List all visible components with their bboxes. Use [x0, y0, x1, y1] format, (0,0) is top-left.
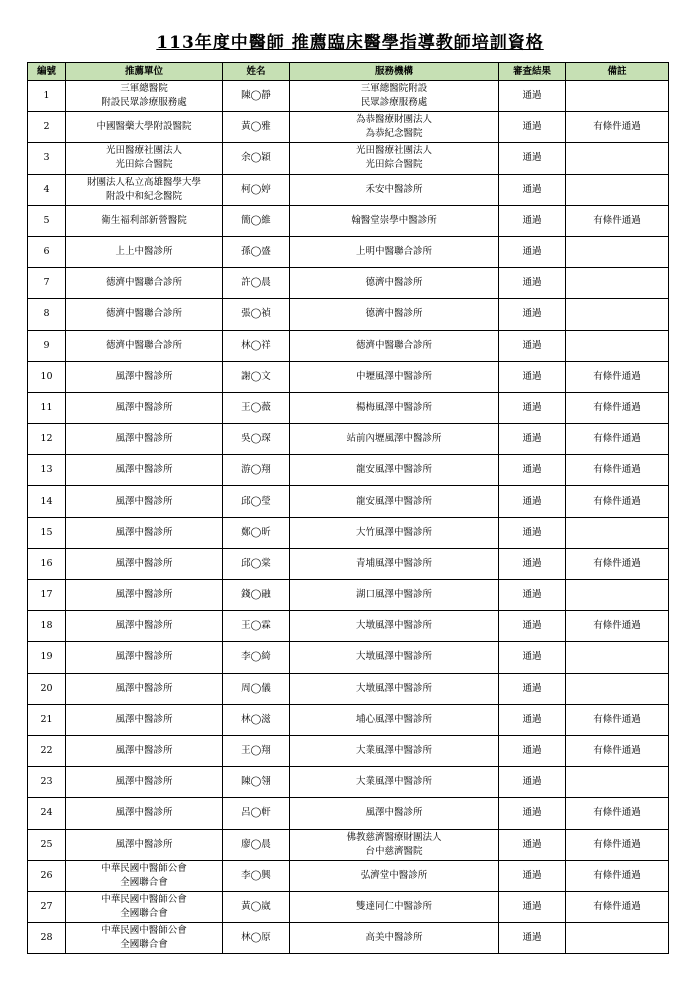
recommending-unit-line: 風澤中醫診所	[115, 589, 173, 601]
recommending-unit	[66, 798, 223, 829]
service-org	[290, 798, 499, 829]
service-org	[290, 580, 499, 611]
recommending-unit	[66, 174, 223, 205]
teacher-name: 王◯薇	[223, 392, 290, 423]
review-result: 通過	[499, 455, 566, 486]
row-number: 22	[28, 735, 66, 766]
teacher-name: 黃◯雅	[223, 112, 290, 143]
recommending-unit-line: 風澤中醫診所	[115, 401, 173, 413]
table-header-row	[28, 63, 669, 81]
table-row	[28, 580, 669, 611]
recommending-unit-line: 上上中醫診所	[115, 246, 173, 258]
service-org	[290, 486, 499, 517]
table-row	[28, 891, 669, 922]
header-recommending-unit: 推薦單位	[66, 63, 223, 81]
service-org	[290, 205, 499, 236]
teacher-name: 黃◯崴	[223, 891, 290, 922]
row-number: 6	[28, 236, 66, 267]
service-org-line: 德濟中醫診所	[365, 308, 423, 320]
review-result: 通過	[499, 642, 566, 673]
teacher-name: 林◯祥	[223, 330, 290, 361]
recommending-unit	[66, 923, 223, 954]
service-org-line: 民眾診療服務處	[360, 97, 428, 109]
service-org-line: 佛教慈濟醫療財團法人	[346, 831, 442, 843]
review-result: 通過	[499, 268, 566, 299]
recommending-unit-line: 風澤中醫診所	[115, 620, 173, 632]
review-result: 通過	[499, 424, 566, 455]
recommending-unit-line: 全國聯合會	[120, 907, 168, 919]
review-result: 通過	[499, 611, 566, 642]
table-row	[28, 143, 669, 174]
row-number: 21	[28, 704, 66, 735]
row-number: 5	[28, 205, 66, 236]
teacher-name: 廖◯晨	[223, 829, 290, 860]
table-row	[28, 424, 669, 455]
service-org	[290, 392, 499, 423]
teacher-name: 周◯儀	[223, 673, 290, 704]
recommending-unit	[66, 829, 223, 860]
recommending-unit-line: 衛生福利部新營醫院	[101, 214, 187, 226]
review-result: 通過	[499, 392, 566, 423]
recommending-unit-line: 全國聯合會	[120, 876, 168, 888]
service-org-line: 大竹風澤中醫診所	[355, 526, 432, 538]
service-org	[290, 299, 499, 330]
teacher-name: 林◯原	[223, 923, 290, 954]
recommending-unit	[66, 704, 223, 735]
service-org-line: 大墩風澤中醫診所	[355, 651, 432, 663]
row-number: 10	[28, 361, 66, 392]
row-number: 7	[28, 268, 66, 299]
recommending-unit	[66, 548, 223, 579]
row-number: 8	[28, 299, 66, 330]
service-org-line: 光田綜合醫院	[365, 159, 423, 171]
recommending-unit	[66, 424, 223, 455]
service-org-line: 德濟中醫診所	[365, 277, 423, 289]
service-org-line: 翰醫堂崇學中醫診所	[351, 214, 437, 226]
review-result: 通過	[499, 361, 566, 392]
teacher-name: 余◯穎	[223, 143, 290, 174]
teacher-name: 李◯興	[223, 860, 290, 891]
recommending-unit-line: 光田綜合醫院	[115, 159, 173, 171]
teacher-name: 吳◯琛	[223, 424, 290, 455]
note	[566, 580, 669, 611]
header-service-org: 服務機構	[290, 63, 499, 81]
row-number: 9	[28, 330, 66, 361]
service-org	[290, 236, 499, 267]
review-result: 通過	[499, 236, 566, 267]
teacher-name: 李◯綺	[223, 642, 290, 673]
note: 有條件通過	[566, 361, 669, 392]
teacher-name: 錢◯融	[223, 580, 290, 611]
table-row	[28, 704, 669, 735]
service-org	[290, 81, 499, 112]
header-review-result: 審查結果	[499, 63, 566, 81]
recommending-unit	[66, 735, 223, 766]
teacher-name: 林◯滋	[223, 704, 290, 735]
recommending-unit	[66, 767, 223, 798]
note: 有條件通過	[566, 860, 669, 891]
service-org	[290, 143, 499, 174]
row-number: 4	[28, 174, 66, 205]
row-number: 26	[28, 860, 66, 891]
row-number: 3	[28, 143, 66, 174]
teacher-name: 邱◯棠	[223, 548, 290, 579]
service-org-line: 三軍總醫院附設	[360, 83, 428, 95]
review-result: 通過	[499, 673, 566, 704]
recommending-unit-line: 風澤中醫診所	[115, 682, 173, 694]
note	[566, 236, 669, 267]
recommending-unit-line: 中華民國中醫師公會	[101, 925, 187, 937]
service-org	[290, 642, 499, 673]
review-result: 通過	[499, 330, 566, 361]
row-number: 19	[28, 642, 66, 673]
service-org	[290, 330, 499, 361]
note	[566, 143, 669, 174]
recommending-unit	[66, 455, 223, 486]
table-row	[28, 361, 669, 392]
service-org	[290, 174, 499, 205]
table-row	[28, 548, 669, 579]
table-row	[28, 673, 669, 704]
note	[566, 299, 669, 330]
recommending-unit-line: 中華民國中醫師公會	[101, 893, 187, 905]
table-row	[28, 642, 669, 673]
row-number: 18	[28, 611, 66, 642]
service-org	[290, 704, 499, 735]
row-number: 2	[28, 112, 66, 143]
note: 有條件通過	[566, 611, 669, 642]
recommending-unit	[66, 268, 223, 299]
review-result: 通過	[499, 860, 566, 891]
recommending-unit	[66, 891, 223, 922]
table-row	[28, 829, 669, 860]
recommending-unit-line: 風澤中醫診所	[115, 807, 173, 819]
note: 有條件通過	[566, 829, 669, 860]
service-org-line: 台中慈濟醫院	[365, 845, 423, 857]
table-row	[28, 268, 669, 299]
review-result: 通過	[499, 580, 566, 611]
service-org	[290, 424, 499, 455]
review-result: 通過	[499, 486, 566, 517]
recommending-unit-line: 風澤中醫診所	[115, 713, 173, 725]
service-org	[290, 361, 499, 392]
review-result: 通過	[499, 174, 566, 205]
note: 有條件通過	[566, 486, 669, 517]
table-row	[28, 81, 669, 112]
note	[566, 923, 669, 954]
service-org	[290, 112, 499, 143]
service-org-line: 青埔風澤中醫診所	[355, 557, 432, 569]
table-row	[28, 923, 669, 954]
qualification-table	[27, 62, 669, 954]
teacher-name: 孫◯盛	[223, 236, 290, 267]
note: 有條件通過	[566, 891, 669, 922]
service-org	[290, 517, 499, 548]
service-org-line: 為恭紀念醫院	[365, 128, 423, 140]
service-org-line: 為恭醫療財團法人	[355, 114, 432, 126]
service-org	[290, 767, 499, 798]
table-row	[28, 611, 669, 642]
recommending-unit-line: 附設中和紀念醫院	[105, 190, 182, 202]
recommending-unit	[66, 642, 223, 673]
note	[566, 673, 669, 704]
service-org-line: 湖口風澤中醫診所	[355, 589, 432, 601]
row-number: 17	[28, 580, 66, 611]
service-org-line: 龍安風澤中醫診所	[355, 464, 432, 476]
recommending-unit	[66, 580, 223, 611]
service-org	[290, 268, 499, 299]
recommending-unit	[66, 392, 223, 423]
teacher-name: 邱◯瑩	[223, 486, 290, 517]
recommending-unit-line: 光田醫療社團法人	[105, 145, 182, 157]
recommending-unit	[66, 299, 223, 330]
review-result: 通過	[499, 143, 566, 174]
note	[566, 81, 669, 112]
table-row	[28, 860, 669, 891]
recommending-unit	[66, 517, 223, 548]
row-number: 23	[28, 767, 66, 798]
service-org-line: 站前內壢風澤中醫診所	[346, 433, 442, 445]
recommending-unit-line: 風澤中醫診所	[115, 526, 173, 538]
row-number: 14	[28, 486, 66, 517]
table-row	[28, 112, 669, 143]
teacher-name: 張◯禎	[223, 299, 290, 330]
recommending-unit-line: 德濟中醫聯合診所	[105, 308, 182, 320]
recommending-unit-line: 風澤中醫診所	[115, 495, 173, 507]
service-org-line: 大業風澤中醫診所	[355, 776, 432, 788]
note	[566, 767, 669, 798]
recommending-unit	[66, 330, 223, 361]
service-org-line: 大墩風澤中醫診所	[355, 682, 432, 694]
note	[566, 330, 669, 361]
service-org-line: 雙達同仁中醫診所	[355, 900, 432, 912]
recommending-unit	[66, 673, 223, 704]
review-result: 通過	[499, 112, 566, 143]
recommending-unit-line: 風澤中醫診所	[115, 433, 173, 445]
service-org-line: 高美中醫診所	[365, 932, 423, 944]
service-org-line: 龍安風澤中醫診所	[355, 495, 432, 507]
recommending-unit	[66, 860, 223, 891]
row-number: 27	[28, 891, 66, 922]
teacher-name: 陳◯翎	[223, 767, 290, 798]
teacher-name: 柯◯婷	[223, 174, 290, 205]
service-org	[290, 673, 499, 704]
recommending-unit-line: 風澤中醫診所	[115, 776, 173, 788]
review-result: 通過	[499, 81, 566, 112]
row-number: 13	[28, 455, 66, 486]
note	[566, 268, 669, 299]
table-row	[28, 735, 669, 766]
service-org-line: 中壢風澤中醫診所	[355, 370, 432, 382]
table-row	[28, 486, 669, 517]
service-org	[290, 548, 499, 579]
table-row	[28, 299, 669, 330]
row-number: 25	[28, 829, 66, 860]
service-org	[290, 735, 499, 766]
note: 有條件通過	[566, 205, 669, 236]
recommending-unit-line: 三軍總醫院	[120, 83, 168, 95]
recommending-unit-line: 風澤中醫診所	[115, 464, 173, 476]
recommending-unit-line: 中國醫藥大學附設醫院	[96, 121, 192, 133]
table-row	[28, 205, 669, 236]
recommending-unit-line: 附設民眾診療服務處	[101, 97, 187, 109]
note	[566, 174, 669, 205]
row-number: 20	[28, 673, 66, 704]
review-result: 通過	[499, 299, 566, 330]
note: 有條件通過	[566, 798, 669, 829]
header-name: 姓名	[223, 63, 290, 81]
note	[566, 642, 669, 673]
recommending-unit	[66, 143, 223, 174]
service-org-line: 弘濟堂中醫診所	[360, 869, 428, 881]
review-result: 通過	[499, 517, 566, 548]
recommending-unit	[66, 236, 223, 267]
teacher-name: 謝◯文	[223, 361, 290, 392]
note: 有條件通過	[566, 548, 669, 579]
service-org-line: 埔心風澤中醫診所	[355, 713, 432, 725]
service-org-line: 上明中醫聯合診所	[355, 246, 432, 258]
service-org	[290, 860, 499, 891]
recommending-unit-line: 中華民國中醫師公會	[101, 862, 187, 874]
service-org-line: 大墩風澤中醫診所	[355, 620, 432, 632]
teacher-name: 游◯翔	[223, 455, 290, 486]
recommending-unit-line: 全國聯合會	[120, 939, 168, 951]
table-row	[28, 392, 669, 423]
row-number: 1	[28, 81, 66, 112]
table-row	[28, 455, 669, 486]
review-result: 通過	[499, 829, 566, 860]
recommending-unit	[66, 205, 223, 236]
teacher-name: 鄭◯昕	[223, 517, 290, 548]
row-number: 28	[28, 923, 66, 954]
note: 有條件通過	[566, 392, 669, 423]
recommending-unit-line: 德濟中醫聯合診所	[105, 339, 182, 351]
recommending-unit	[66, 112, 223, 143]
table-row	[28, 174, 669, 205]
review-result: 通過	[499, 798, 566, 829]
service-org-line: 禾安中醫診所	[365, 183, 423, 195]
review-result: 通過	[499, 704, 566, 735]
recommending-unit-line: 財團法人私立高雄醫學大學	[86, 176, 201, 188]
review-result: 通過	[499, 548, 566, 579]
table-row	[28, 767, 669, 798]
recommending-unit	[66, 486, 223, 517]
row-number: 15	[28, 517, 66, 548]
note	[566, 517, 669, 548]
review-result: 通過	[499, 923, 566, 954]
header-note: 備註	[566, 63, 669, 81]
service-org	[290, 455, 499, 486]
service-org	[290, 829, 499, 860]
table-row	[28, 330, 669, 361]
teacher-name: 王◯翔	[223, 735, 290, 766]
service-org-line: 光田醫療社團法人	[355, 145, 432, 157]
service-org-line: 楊梅風澤中醫診所	[355, 401, 432, 413]
service-org	[290, 891, 499, 922]
service-org-line: 風澤中醫診所	[365, 807, 423, 819]
teacher-name: 許◯晨	[223, 268, 290, 299]
recommending-unit-line: 德濟中醫聯合診所	[105, 277, 182, 289]
recommending-unit-line: 風澤中醫診所	[115, 745, 173, 757]
recommending-unit-line: 風澤中醫診所	[115, 557, 173, 569]
note: 有條件通過	[566, 455, 669, 486]
service-org-line: 大業風澤中醫診所	[355, 745, 432, 757]
row-number: 12	[28, 424, 66, 455]
teacher-name: 王◯霖	[223, 611, 290, 642]
note: 有條件通過	[566, 735, 669, 766]
recommending-unit	[66, 81, 223, 112]
table-row	[28, 236, 669, 267]
recommending-unit-line: 風澤中醫診所	[115, 838, 173, 850]
row-number: 16	[28, 548, 66, 579]
recommending-unit-line: 風澤中醫診所	[115, 651, 173, 663]
service-org	[290, 611, 499, 642]
table-row	[28, 798, 669, 829]
teacher-name: 陳◯靜	[223, 81, 290, 112]
row-number: 24	[28, 798, 66, 829]
page-title: 113年度中醫師 推薦臨床醫學指導教師培訓資格	[156, 33, 544, 53]
review-result: 通過	[499, 735, 566, 766]
recommending-unit	[66, 611, 223, 642]
row-number: 11	[28, 392, 66, 423]
review-result: 通過	[499, 767, 566, 798]
recommending-unit-line: 風澤中醫診所	[115, 370, 173, 382]
table-row	[28, 517, 669, 548]
service-org-line: 德濟中醫聯合診所	[355, 339, 432, 351]
review-result: 通過	[499, 891, 566, 922]
service-org	[290, 923, 499, 954]
note: 有條件通過	[566, 704, 669, 735]
note: 有條件通過	[566, 424, 669, 455]
header-number: 編號	[28, 63, 66, 81]
teacher-name: 簡◯維	[223, 205, 290, 236]
recommending-unit	[66, 361, 223, 392]
teacher-name: 呂◯軒	[223, 798, 290, 829]
note: 有條件通過	[566, 112, 669, 143]
review-result: 通過	[499, 205, 566, 236]
